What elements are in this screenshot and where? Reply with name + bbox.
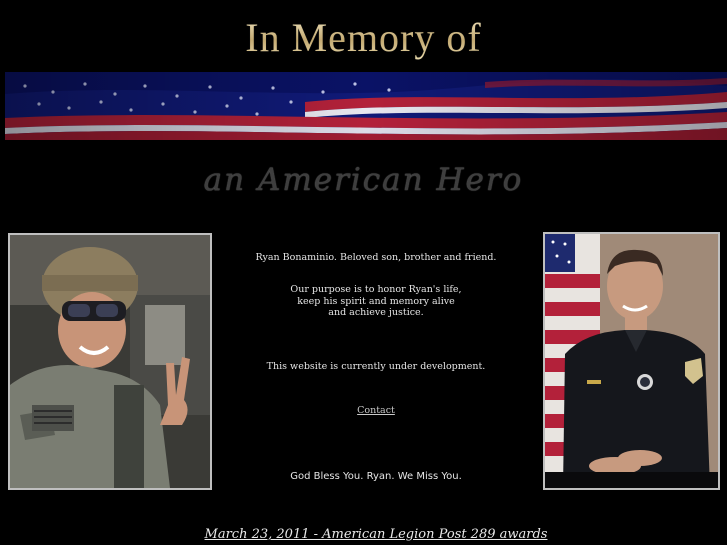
purpose-line: and achieve justice. bbox=[328, 307, 424, 318]
purpose-line: Our purpose is to honor Ryan's life, bbox=[290, 284, 462, 295]
contact-link[interactable]: Contact bbox=[357, 405, 395, 416]
purpose-line: keep his spirit and memory alive bbox=[297, 295, 455, 307]
flag-banner bbox=[5, 72, 727, 140]
soldier-photo-image bbox=[10, 235, 210, 488]
page-subtitle: an American Hero bbox=[203, 162, 524, 198]
blessing-text: God Bless You. Ryan. We Miss You. bbox=[290, 471, 462, 482]
flag-banner-graphic bbox=[5, 72, 727, 140]
officer-photo-image bbox=[545, 234, 718, 488]
officer-photo bbox=[543, 232, 720, 490]
purpose-statement bbox=[230, 284, 522, 319]
page-title: In Memory of bbox=[0, 14, 727, 61]
intro-text: Ryan Bonaminio. Beloved son, brother and friend. bbox=[255, 252, 497, 263]
legion-awards-link[interactable]: March 23, 2011 - American Legion Post 289 awards bbox=[204, 527, 548, 542]
development-notice: This website is currently under development. bbox=[266, 361, 486, 372]
soldier-photo bbox=[8, 233, 212, 490]
